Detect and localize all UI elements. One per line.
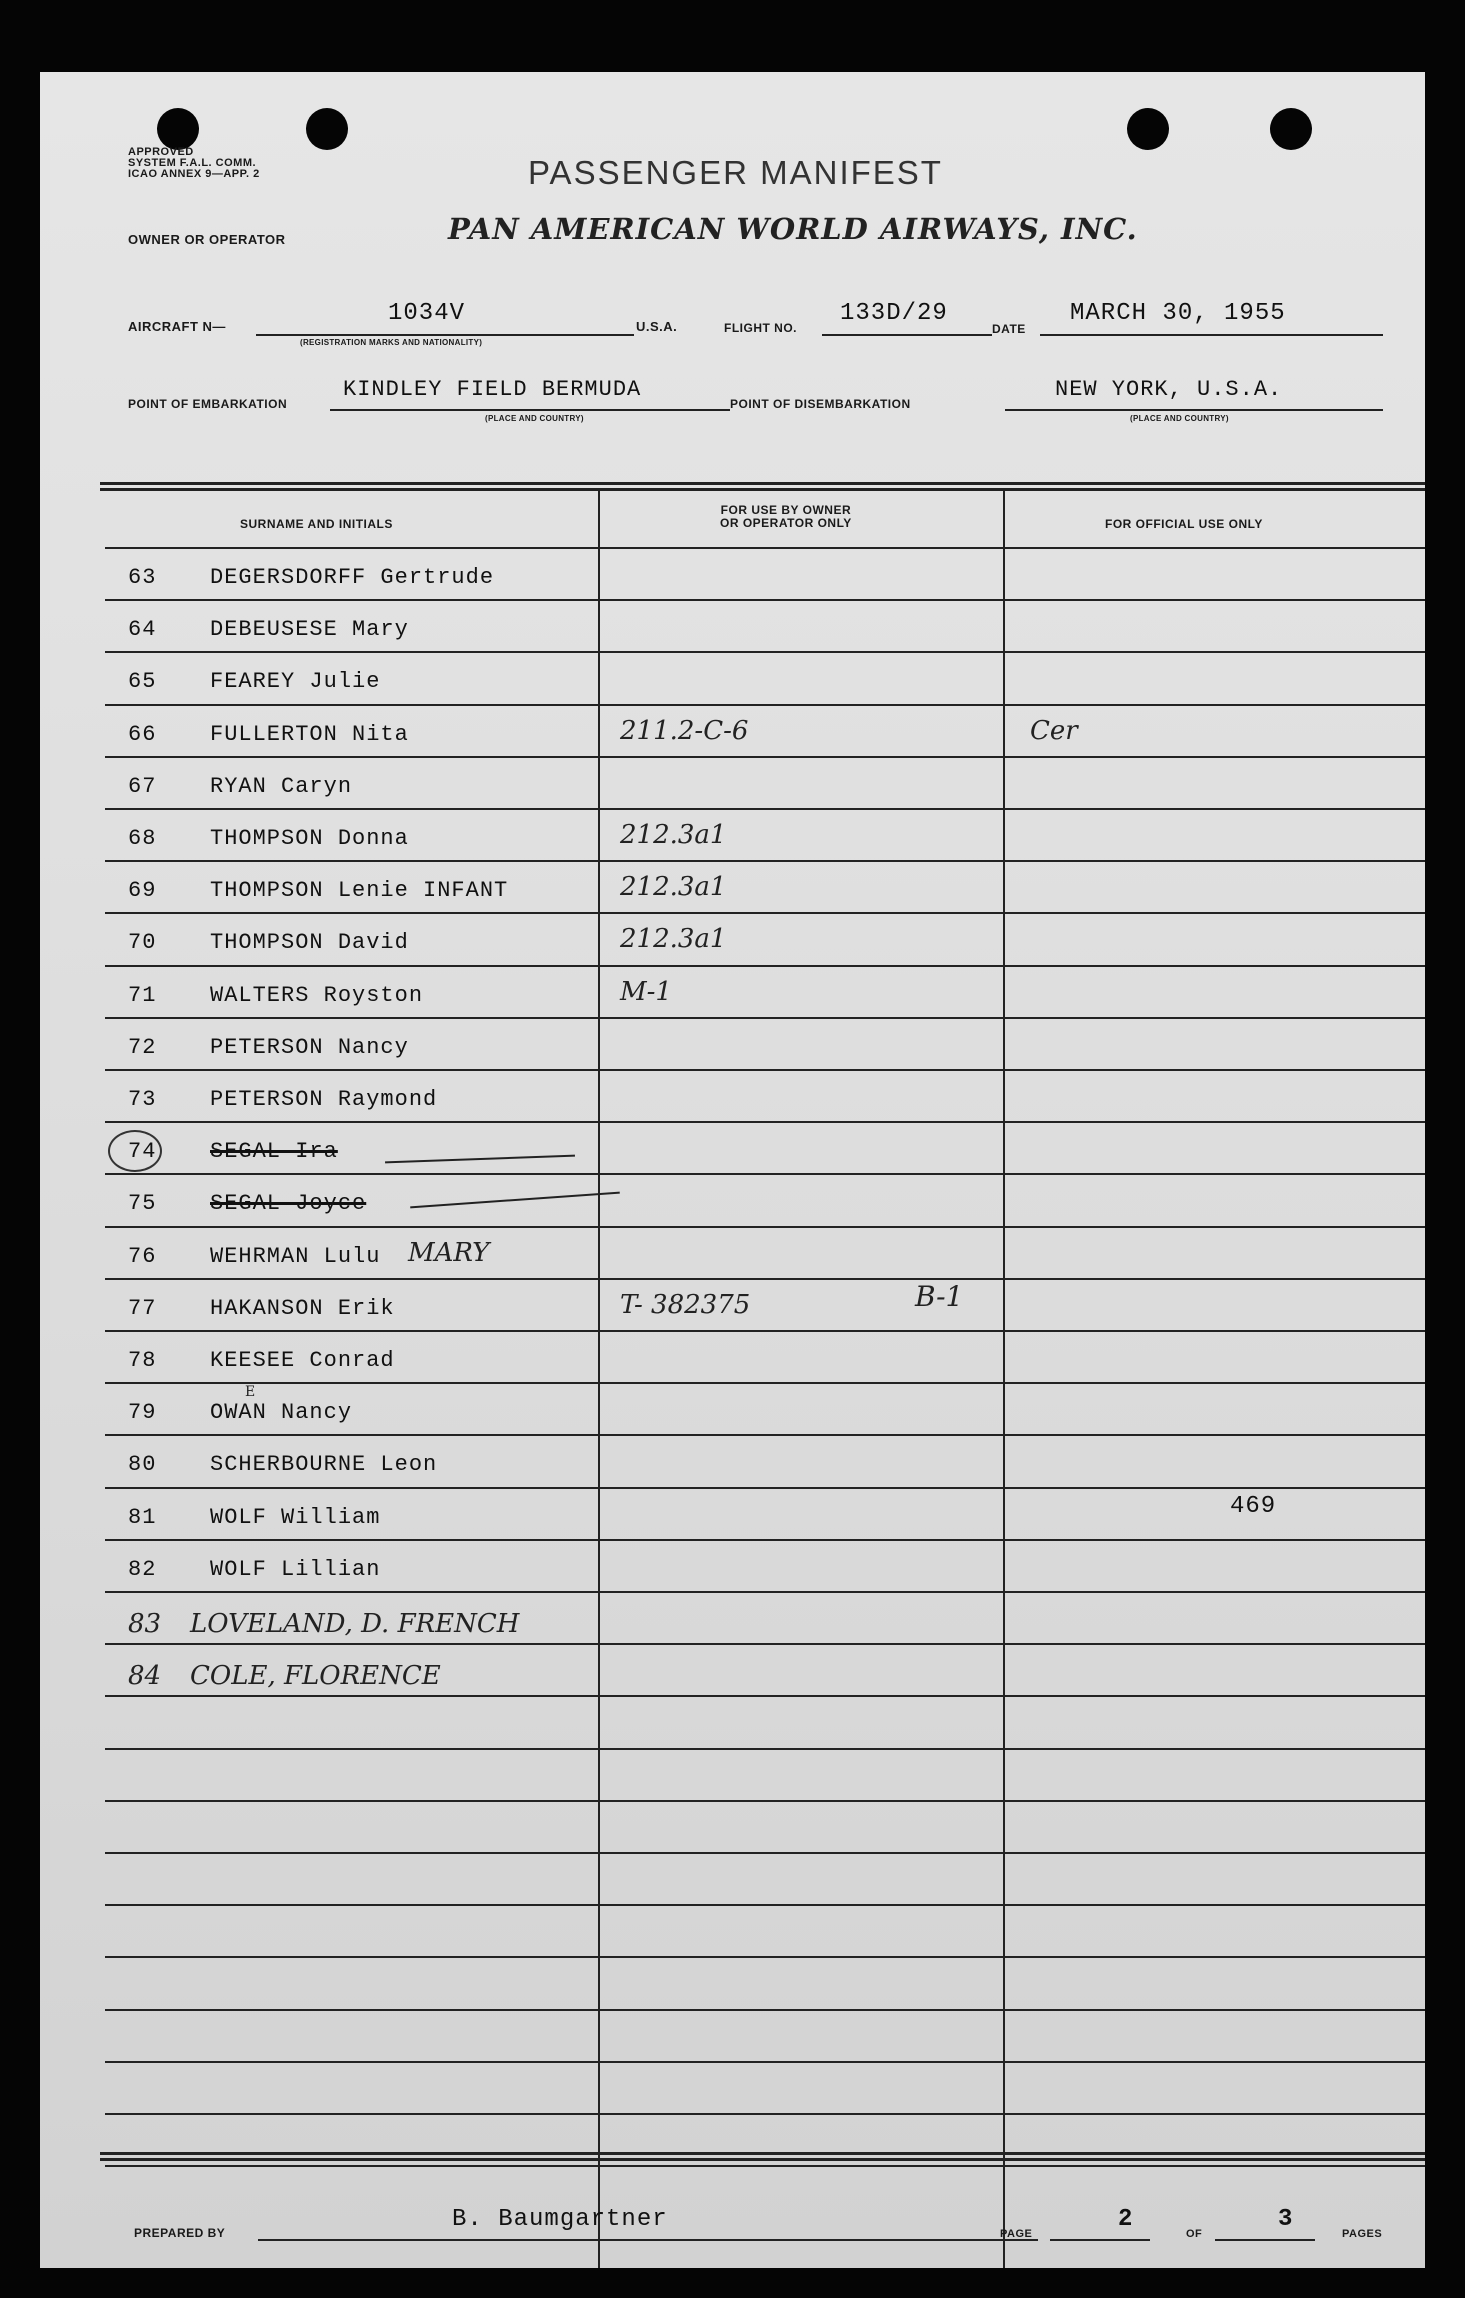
row-number: 76 bbox=[128, 1244, 157, 1269]
flight-number: 133D/29 bbox=[840, 300, 948, 327]
embark-place: KINDLEY FIELD BERMUDA bbox=[343, 377, 642, 402]
page-label: PAGE bbox=[1000, 2228, 1033, 2240]
row-rule bbox=[105, 547, 1425, 549]
punch-hole bbox=[1127, 108, 1169, 150]
row-rule bbox=[105, 2165, 1425, 2167]
prepared-label: PREPARED BY bbox=[134, 2226, 226, 2240]
row-number: 67 bbox=[128, 774, 157, 799]
passenger-row bbox=[40, 1493, 1425, 1545]
punch-hole bbox=[157, 108, 199, 150]
row-rule bbox=[105, 1852, 1425, 1854]
passenger-row bbox=[40, 1191, 1425, 1231]
passenger-name: THOMPSON Lenie INFANT bbox=[210, 878, 509, 903]
flight-date: MARCH 30, 1955 bbox=[1070, 300, 1286, 327]
passenger-name: HAKANSON Erik bbox=[210, 1296, 395, 1321]
passenger-row bbox=[40, 1139, 1425, 1179]
passenger-name: THOMPSON David bbox=[210, 930, 409, 955]
passenger-row bbox=[40, 1661, 1425, 1701]
disembark-caption: (PLACE AND COUNTRY) bbox=[1130, 414, 1229, 423]
row-number: 64 bbox=[128, 617, 157, 642]
row-rule bbox=[105, 2113, 1425, 2115]
approval-line: ICAO ANNEX 9—APP. 2 bbox=[128, 168, 260, 180]
row-number: 69 bbox=[128, 878, 157, 903]
passenger-name: FEAREY Julie bbox=[210, 669, 381, 694]
passenger-name: WALTERS Royston bbox=[210, 983, 424, 1008]
row-number: 71 bbox=[128, 983, 157, 1008]
passenger-row bbox=[40, 617, 1425, 657]
row-number: 84 bbox=[128, 1661, 162, 1691]
passenger-name: RYAN Caryn bbox=[210, 774, 353, 799]
passenger-row bbox=[40, 1290, 1425, 1336]
official-use-entry: 469 bbox=[1230, 1493, 1277, 1520]
date-label: DATE bbox=[992, 322, 1026, 336]
page-title: PASSENGER MANIFEST bbox=[528, 154, 943, 191]
passenger-name: SCHERBOURNE Leon bbox=[210, 1452, 438, 1477]
row76-added-name: MARY bbox=[408, 1238, 490, 1268]
row-rule bbox=[105, 1956, 1425, 1958]
passenger-row bbox=[40, 1452, 1425, 1492]
owner-use-entry: 212.3a1 bbox=[620, 872, 727, 902]
approval-block bbox=[128, 147, 260, 180]
total-pages: 3 bbox=[1278, 2206, 1294, 2233]
row-number: 70 bbox=[128, 930, 157, 955]
passenger-name: SEGAL Ira bbox=[210, 1139, 338, 1164]
of-label: OF bbox=[1186, 2228, 1203, 2240]
approval-line: SYSTEM F.A.L. COMM. bbox=[128, 157, 257, 169]
passenger-name: WEHRMAN Lulu bbox=[210, 1244, 381, 1269]
row-number: 80 bbox=[128, 1452, 157, 1477]
passenger-row bbox=[40, 872, 1425, 918]
row77-extra-code: B-1 bbox=[915, 1280, 964, 1313]
official-use-entry: Cer bbox=[1030, 716, 1078, 746]
passenger-row bbox=[40, 977, 1425, 1023]
passenger-row bbox=[40, 1400, 1425, 1440]
owner-use-entry: T- 382375 bbox=[620, 1290, 751, 1320]
column-header-official-use: FOR OFFICIAL USE ONLY bbox=[1105, 517, 1263, 531]
passenger-name: DEBEUSESE Mary bbox=[210, 617, 409, 642]
row-number: 75 bbox=[128, 1191, 157, 1216]
punch-hole bbox=[1270, 108, 1312, 150]
row-number: 79 bbox=[128, 1400, 157, 1425]
row-rule bbox=[105, 2009, 1425, 2011]
passenger-row bbox=[40, 716, 1425, 762]
disembark-label: POINT OF DISEMBARKATION bbox=[730, 397, 911, 411]
row-number: 81 bbox=[128, 1505, 157, 1530]
owner-use-entry: 211.2-C-6 bbox=[620, 716, 749, 746]
row-rule bbox=[105, 1904, 1425, 1906]
passenger-name: KEESEE Conrad bbox=[210, 1348, 395, 1373]
passenger-row bbox=[40, 820, 1425, 866]
row-number: 66 bbox=[128, 722, 157, 747]
row-number: 77 bbox=[128, 1296, 157, 1321]
owner-use-entry: 212.3a1 bbox=[620, 820, 727, 850]
passenger-row bbox=[40, 1609, 1425, 1649]
embark-caption: (PLACE AND COUNTRY) bbox=[485, 414, 584, 423]
approval-line: APPROVED bbox=[128, 146, 194, 158]
row74-circle bbox=[108, 1130, 162, 1172]
passenger-row bbox=[40, 1557, 1425, 1597]
usa-label: U.S.A. bbox=[636, 319, 678, 334]
row-number: 74 bbox=[128, 1139, 157, 1164]
passenger-row bbox=[40, 669, 1425, 709]
passenger-name: COLE, FLORENCE bbox=[190, 1661, 441, 1691]
passenger-name: PETERSON Raymond bbox=[210, 1087, 438, 1112]
passenger-row bbox=[40, 1244, 1425, 1284]
row-number: 68 bbox=[128, 826, 157, 851]
prepared-by: B. Baumgartner bbox=[452, 2206, 668, 2233]
aircraft-number: 1034V bbox=[388, 300, 466, 327]
owner-use-entry: M-1 bbox=[620, 977, 672, 1007]
passenger-name: OWAN Nancy bbox=[210, 1400, 353, 1425]
manifest-sheet bbox=[40, 72, 1425, 2268]
column-header-surname: SURNAME AND INITIALS bbox=[240, 517, 393, 531]
row-rule bbox=[105, 2061, 1425, 2063]
row-number: 72 bbox=[128, 1035, 157, 1060]
aircraft-label: AIRCRAFT N— bbox=[128, 319, 226, 334]
embark-label: POINT OF EMBARKATION bbox=[128, 397, 288, 411]
pages-label: PAGES bbox=[1342, 2228, 1383, 2240]
row-rule bbox=[105, 1748, 1425, 1750]
owner-use-entry: 212.3a1 bbox=[620, 924, 727, 954]
owner-label: OWNER OR OPERATOR bbox=[128, 232, 286, 247]
passenger-row bbox=[40, 565, 1425, 605]
passenger-row bbox=[40, 1035, 1425, 1075]
registration-caption: (REGISTRATION MARKS AND NATIONALITY) bbox=[300, 338, 483, 347]
passenger-name: WOLF William bbox=[210, 1505, 381, 1530]
passenger-name: SEGAL Joyce bbox=[210, 1191, 367, 1216]
page-number: 2 bbox=[1118, 2206, 1134, 2233]
punch-hole bbox=[306, 108, 348, 150]
row-number: 78 bbox=[128, 1348, 157, 1373]
row79-insert-letter: E bbox=[245, 1384, 256, 1400]
passenger-name: THOMPSON Donna bbox=[210, 826, 409, 851]
passenger-name: PETERSON Nancy bbox=[210, 1035, 409, 1060]
passenger-name: FULLERTON Nita bbox=[210, 722, 409, 747]
row-number: 63 bbox=[128, 565, 157, 590]
column-header-owner-use: FOR USE BY OWNER OR OPERATOR ONLY bbox=[720, 503, 852, 530]
passenger-name: LOVELAND, D. FRENCH bbox=[190, 1609, 520, 1639]
passenger-row bbox=[40, 1348, 1425, 1388]
passenger-row bbox=[40, 1087, 1425, 1127]
disembark-place: NEW YORK, U.S.A. bbox=[1055, 377, 1283, 402]
row-number: 73 bbox=[128, 1087, 157, 1112]
row-number: 65 bbox=[128, 669, 157, 694]
flight-label: FLIGHT NO. bbox=[724, 321, 797, 335]
passenger-name: WOLF Lillian bbox=[210, 1557, 381, 1582]
passenger-row bbox=[40, 774, 1425, 814]
row-number: 82 bbox=[128, 1557, 157, 1582]
row-rule bbox=[105, 1800, 1425, 1802]
passenger-name: DEGERSDORFF Gertrude bbox=[210, 565, 495, 590]
owner-name: PAN AMERICAN WORLD AIRWAYS, INC. bbox=[448, 212, 1138, 246]
row-number: 83 bbox=[128, 1609, 162, 1639]
passenger-row bbox=[40, 924, 1425, 970]
